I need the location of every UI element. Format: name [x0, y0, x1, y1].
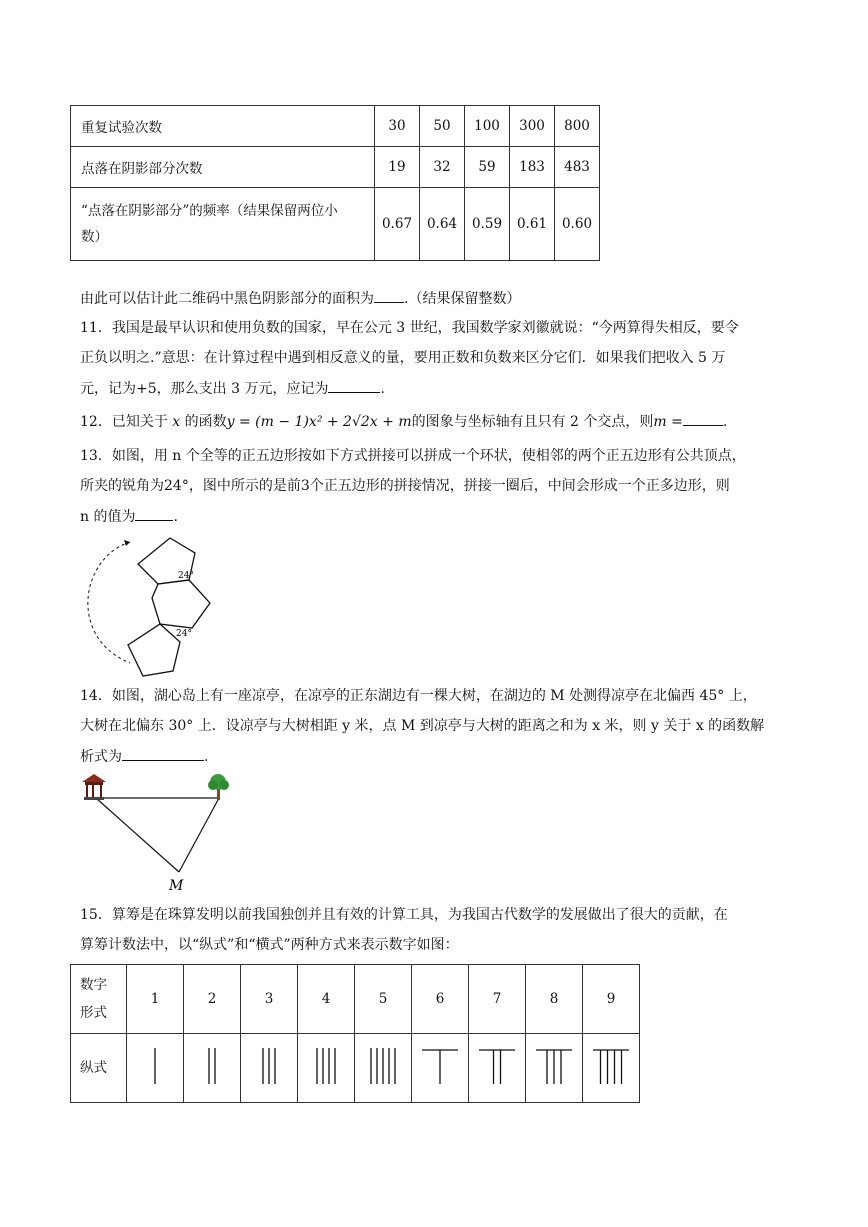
digit-cell: 7: [469, 965, 526, 1034]
point-m-label: M: [169, 878, 184, 894]
q13-text: n 的值为: [80, 509, 136, 525]
q11-line2: 正负以明之.”意思：在计算过程中遇到相反意义的量，要用正数和负数来区分它们．如果我们把收入 5 万: [80, 350, 726, 366]
tree-m-line: [179, 798, 219, 872]
table-row: [71, 147, 600, 188]
q15-line1: 15．算筹是在珠算发明以前我国独创并且有效的计算工具，为我国古代数学的发展做出了很大的贡献，在: [80, 907, 728, 923]
rod-cell: [355, 1034, 412, 1103]
rod-numeral: [306, 1044, 346, 1088]
q12-mid: 的函数: [184, 414, 227, 430]
row-label-line1: “点落在阴影部分”的频率（结果保留两位小: [81, 203, 338, 219]
table-cell: 183: [510, 147, 555, 188]
q12-line: [80, 411, 727, 432]
q12-answer-lhs: m =: [653, 414, 683, 430]
counting-rod-table: [70, 964, 640, 1103]
table-cell: 30: [375, 106, 420, 147]
digit-cell: 6: [412, 965, 469, 1034]
rod-numeral: [477, 1044, 517, 1088]
q13-end: .: [173, 509, 178, 525]
table-row: [71, 965, 640, 1034]
q11-line3: [80, 378, 385, 399]
table-row: [71, 1034, 640, 1103]
header-line2: 形式: [80, 1005, 107, 1021]
pavilion-icon: [82, 774, 106, 800]
angle-label-2: 24°: [176, 629, 192, 639]
rod-cell: [526, 1034, 583, 1103]
rod-cell: [469, 1034, 526, 1103]
q11-line1: 11．我国是最早认识和使用负数的国家，早在公元 3 世纪，我国数学家刘徽就说：“今两算得失相反，要令: [80, 320, 739, 336]
table-row: [71, 188, 600, 261]
digit-cell: 9: [583, 965, 640, 1034]
arrow-head: [124, 540, 130, 546]
q13-line1: 13．如图，用 n 个全等的正五边形按如下方式拼接可以拼成一个环状，使相邻的两个正五边形有公共顶点，: [80, 448, 746, 464]
q10-text-end: .（结果保留整数）: [404, 291, 521, 307]
q13-line2: 所夹的锐角为24°，图中所示的是前3个正五边形的拼接情况，拼接一圈后，中间会形成一个正多边形，则: [80, 478, 730, 494]
table-cell: 300: [510, 106, 555, 147]
rod-numeral: [591, 1044, 631, 1088]
table-cell: 800: [555, 106, 600, 147]
q11-end: .: [380, 381, 385, 397]
header-label: [71, 965, 127, 1034]
pavilion-m-line: [96, 798, 179, 872]
row-label: 纵式: [71, 1034, 127, 1103]
q14-line1: 14．如图，湖心岛上有一座凉亭，在凉亭的正东湖边有一棵大树，在湖边的 M 处测得凉亭在北偏西 45° 上，: [80, 688, 757, 704]
answer-blank: [683, 411, 723, 426]
digit-cell: 2: [184, 965, 241, 1034]
q12-prefix: 12．已知关于: [80, 414, 168, 430]
digit-cell: 1: [127, 965, 184, 1034]
answer-blank: [122, 746, 204, 761]
rotation-arrow: [88, 542, 130, 663]
rod-cell: [583, 1034, 640, 1103]
frequency-table: [70, 105, 600, 261]
table-cell: 50: [420, 106, 465, 147]
rod-cell: [298, 1034, 355, 1103]
table-row: [71, 106, 600, 147]
table-cell: 0.60: [555, 188, 600, 261]
q14-text: 析式为: [80, 749, 122, 765]
q12-var: x: [172, 414, 181, 430]
header-line1: 数字: [80, 977, 107, 993]
rod-numeral: [249, 1044, 289, 1088]
rod-numeral: [135, 1044, 175, 1088]
row-label: 点落在阴影部分次数: [71, 147, 375, 188]
q14-line3: [80, 746, 208, 767]
row-label: [71, 188, 375, 261]
rod-numeral: [420, 1044, 460, 1088]
answer-blank: [328, 378, 380, 393]
table-cell: 32: [420, 147, 465, 188]
q12-end: .: [722, 414, 728, 430]
tree-icon: [208, 774, 229, 800]
digit-cell: 8: [526, 965, 583, 1034]
q14-line2: 大树在北偏东 30° 上．设凉亭与大树相距 y 米，点 M 到凉亭与大树的距离之和为 x 米，则 y 关于 x 的函数解: [80, 718, 765, 734]
rod-cell: [127, 1034, 184, 1103]
table-cell: 100: [465, 106, 510, 147]
q14-end: .: [204, 749, 209, 765]
rod-numeral: [192, 1044, 232, 1088]
rod-numeral: [363, 1044, 403, 1088]
q10-text: 由此可以估计此二维码中黑色阴影部分的面积为: [80, 291, 374, 307]
rod-cell: [184, 1034, 241, 1103]
table-cell: 19: [375, 147, 420, 188]
q13-line3: [80, 506, 178, 527]
q11-text: 元，记为+5，那么支出 3 万元，应记为: [80, 381, 329, 397]
q12-formula: y = (m − 1)x² + 2√2x + m: [226, 414, 412, 430]
q15-line2: 算筹计数法中，以“纵式”和“横式”两种方式来表示数字如图：: [80, 937, 459, 953]
pentagon-figure: [70, 528, 230, 688]
table-cell: 0.61: [510, 188, 555, 261]
lake-figure: [76, 770, 246, 895]
pentagon-2: [152, 580, 210, 628]
answer-blank: [374, 288, 404, 303]
table-cell: 0.64: [420, 188, 465, 261]
answer-blank: [135, 506, 173, 521]
table-cell: 483: [555, 147, 600, 188]
angle-label-1: 24°: [178, 571, 194, 581]
rod-cell: [241, 1034, 298, 1103]
row-label-line2: 数）: [81, 229, 108, 245]
q10-conclusion: [80, 288, 520, 309]
rod-cell: [412, 1034, 469, 1103]
rod-numeral: [534, 1044, 574, 1088]
q12-suffix: 的图象与坐标轴有且只有 2 个交点，则: [411, 414, 654, 430]
digit-cell: 3: [241, 965, 298, 1034]
table-cell: 59: [465, 147, 510, 188]
pentagon-3: [128, 624, 180, 676]
table-cell: 0.67: [375, 188, 420, 261]
table-cell: 0.59: [465, 188, 510, 261]
digit-cell: 4: [298, 965, 355, 1034]
digit-cell: 5: [355, 965, 412, 1034]
row-label: 重复试验次数: [71, 106, 375, 147]
